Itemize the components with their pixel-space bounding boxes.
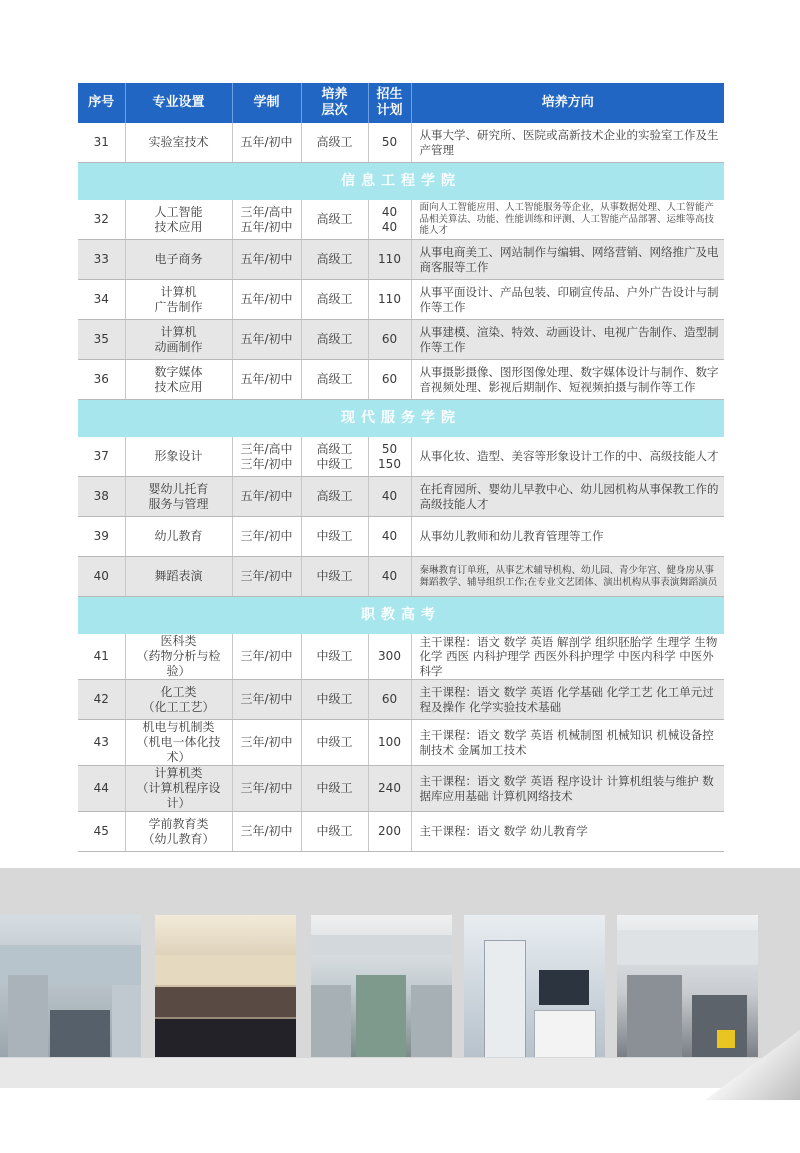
cell-duration: 三年/初中: [232, 680, 301, 720]
table-row: [78, 766, 724, 812]
table-row: [78, 477, 724, 517]
section-header: [78, 400, 724, 438]
table-row: [78, 320, 724, 360]
cell-plan: 60: [368, 320, 411, 360]
cell-direction: 主干课程：语文 数学 幼儿教育学: [411, 812, 724, 852]
cell-level: 高级工: [301, 240, 368, 280]
cell-plan: 50 150: [368, 437, 411, 477]
cell-major: 计算机类 （计算机程序设计）: [125, 766, 232, 812]
header-plan: 招生 计划: [368, 83, 411, 123]
cell-plan: 110: [368, 240, 411, 280]
cell-no: 38: [78, 477, 125, 517]
cell-direction: 从事幼儿教师和幼儿教育管理等工作: [411, 517, 724, 557]
cell-plan: 110: [368, 280, 411, 320]
cell-direction: 从事电商美工、网站制作与编辑、网络营销、网络推广及电商客服等工作: [411, 240, 724, 280]
table-row: [78, 240, 724, 280]
cell-no: 42: [78, 680, 125, 720]
cell-level: 中级工: [301, 517, 368, 557]
cell-direction: 从事建模、渲染、特效、动画设计、电视广告制作、造型制作等工作: [411, 320, 724, 360]
cell-direction: 主干课程：语文 数学 英语 化学基础 化学工艺 化工单元过程及操作 化学实验技术基础: [411, 680, 724, 720]
cell-major: 人工智能 技术应用: [125, 200, 232, 240]
cell-level: 中级工: [301, 634, 368, 680]
table-row: [78, 680, 724, 720]
cell-major: 幼儿教育: [125, 517, 232, 557]
cell-duration: 三年/初中: [232, 812, 301, 852]
cell-plan: 40: [368, 477, 411, 517]
cell-no: 39: [78, 517, 125, 557]
cell-level: 高级工: [301, 123, 368, 163]
cell-level: 高级工: [301, 280, 368, 320]
cell-major: 舞蹈表演: [125, 557, 232, 597]
cell-duration: 五年/初中: [232, 280, 301, 320]
cell-plan: 40 40: [368, 200, 411, 240]
cell-direction: 从事化妆、造型、美容等形象设计工作的中、高级技能人才: [411, 437, 724, 477]
table-row: [78, 557, 724, 597]
cell-direction: 面向人工智能应用、人工智能服务等企业，从事数据处理、人工智能产品相关算法、功能、性能训练和评测、人工智能产品部署、运维等高技能人才: [411, 200, 724, 240]
cell-major: 医科类 （药物分析与检验）: [125, 634, 232, 680]
cell-duration: 五年/初中: [232, 123, 301, 163]
header-duration: 学制: [232, 83, 301, 123]
cell-direction: 主干课程：语文 数学 英语 机械制图 机械知识 机械设备控制技术 金属加工技术: [411, 720, 724, 766]
table-row: [78, 517, 724, 557]
cell-no: 32: [78, 200, 125, 240]
table-row: [78, 360, 724, 400]
cell-plan: 60: [368, 680, 411, 720]
cell-direction: 从事大学、研究所、医院或高新技术企业的实验室工作及生产管理: [411, 123, 724, 163]
table-row: [78, 280, 724, 320]
cell-no: 33: [78, 240, 125, 280]
cell-no: 34: [78, 280, 125, 320]
section-title: 职教高考: [78, 597, 724, 635]
header-level: 培养 层次: [301, 83, 368, 123]
cell-duration: 五年/初中: [232, 240, 301, 280]
cell-no: 31: [78, 123, 125, 163]
cell-major: 实验室技术: [125, 123, 232, 163]
cell-plan: 240: [368, 766, 411, 812]
section-title: 信息工程学院: [78, 163, 724, 201]
cell-level: 中级工: [301, 812, 368, 852]
photo-piano-classroom: [155, 915, 296, 1057]
cell-plan: 200: [368, 812, 411, 852]
cell-duration: 三年/初中: [232, 634, 301, 680]
cell-major: 化工类 （化工工艺）: [125, 680, 232, 720]
table-row: [78, 720, 724, 766]
cell-plan: 100: [368, 720, 411, 766]
cell-duration: 三年/初中: [232, 766, 301, 812]
cell-level: 高级工: [301, 477, 368, 517]
table-row: [78, 437, 724, 477]
cell-duration: 三年/初中: [232, 720, 301, 766]
cell-level: 中级工: [301, 720, 368, 766]
cell-plan: 40: [368, 517, 411, 557]
cell-plan: 300: [368, 634, 411, 680]
photo-computer-lab: [0, 915, 141, 1057]
photo-band-bottom: [0, 1058, 800, 1088]
cell-major: 电子商务: [125, 240, 232, 280]
cell-direction: 主干课程：语文 数学 英语 程序设计 计算机组装与维护 数据库应用基础 计算机网络技术: [411, 766, 724, 812]
table-row: [78, 200, 724, 240]
section-header: [78, 597, 724, 635]
cell-plan: 40: [368, 557, 411, 597]
cell-direction: 在托育园所、婴幼儿早教中心、幼儿园机构从事保教工作的高级技能人才: [411, 477, 724, 517]
cell-duration: 五年/初中: [232, 360, 301, 400]
cell-duration: 五年/初中: [232, 320, 301, 360]
cell-plan: 50: [368, 123, 411, 163]
header-major: 专业设置: [125, 83, 232, 123]
cell-no: 40: [78, 557, 125, 597]
cell-plan: 60: [368, 360, 411, 400]
cell-duration: 三年/初中: [232, 517, 301, 557]
cell-duration: 三年/初中: [232, 557, 301, 597]
table-row: [78, 123, 724, 163]
cell-duration: 三年/高中 三年/初中: [232, 437, 301, 477]
photo-instrument-lab: [464, 915, 605, 1057]
cell-duration: 五年/初中: [232, 477, 301, 517]
table-row: [78, 634, 724, 680]
header-direction: 培养方向: [411, 83, 724, 123]
cell-no: 43: [78, 720, 125, 766]
cell-major: 计算机 广告制作: [125, 280, 232, 320]
program-table: [78, 83, 724, 852]
cell-direction: 从事摄影摄像、图形图像处理、数字媒体设计与制作、数字音视频处理、影视后期制作、短视频拍摄与制作等工作: [411, 360, 724, 400]
photo-workshop-hall: [311, 915, 452, 1057]
cell-major: 计算机 动画制作: [125, 320, 232, 360]
cell-level: 高级工: [301, 200, 368, 240]
cell-level: 中级工: [301, 766, 368, 812]
section-header: [78, 163, 724, 201]
cell-no: 37: [78, 437, 125, 477]
cell-level: 高级工: [301, 360, 368, 400]
cell-level: 高级工 中级工: [301, 437, 368, 477]
cell-direction: 从事平面设计、产品包装、印刷宣传品、户外广告设计与制作等工作: [411, 280, 724, 320]
cell-level: 中级工: [301, 680, 368, 720]
cell-no: 35: [78, 320, 125, 360]
cell-level: 高级工: [301, 320, 368, 360]
cell-duration: 三年/高中 五年/初中: [232, 200, 301, 240]
table-row: [78, 812, 724, 852]
cell-major: 数字媒体 技术应用: [125, 360, 232, 400]
section-title: 现代服务学院: [78, 400, 724, 438]
cell-no: 45: [78, 812, 125, 852]
cell-major: 机电与机制类 （机电一体化技术）: [125, 720, 232, 766]
cell-level: 中级工: [301, 557, 368, 597]
cell-major: 形象设计: [125, 437, 232, 477]
cell-direction: 秦琳教育订单班，从事艺术辅导机构、幼儿园、青少年宫、健身房从事舞蹈教学、辅导组织工作;在专业文艺团体、演出机构从事表演舞蹈演员: [411, 557, 724, 597]
cell-direction: 主干课程：语文 数学 英语 解剖学 组织胚胎学 生理学 生物 化学 西医 内科护理学 西医外科护理学 中医内科学 中医外科学: [411, 634, 724, 680]
cell-major: 婴幼儿托育 服务与管理: [125, 477, 232, 517]
cell-major: 学前教育类 （幼儿教育）: [125, 812, 232, 852]
cell-no: 36: [78, 360, 125, 400]
table-header-row: [78, 83, 724, 123]
cell-no: 41: [78, 634, 125, 680]
cell-no: 44: [78, 766, 125, 812]
photo-training-room: [617, 915, 758, 1057]
header-no: 序号: [78, 83, 125, 123]
